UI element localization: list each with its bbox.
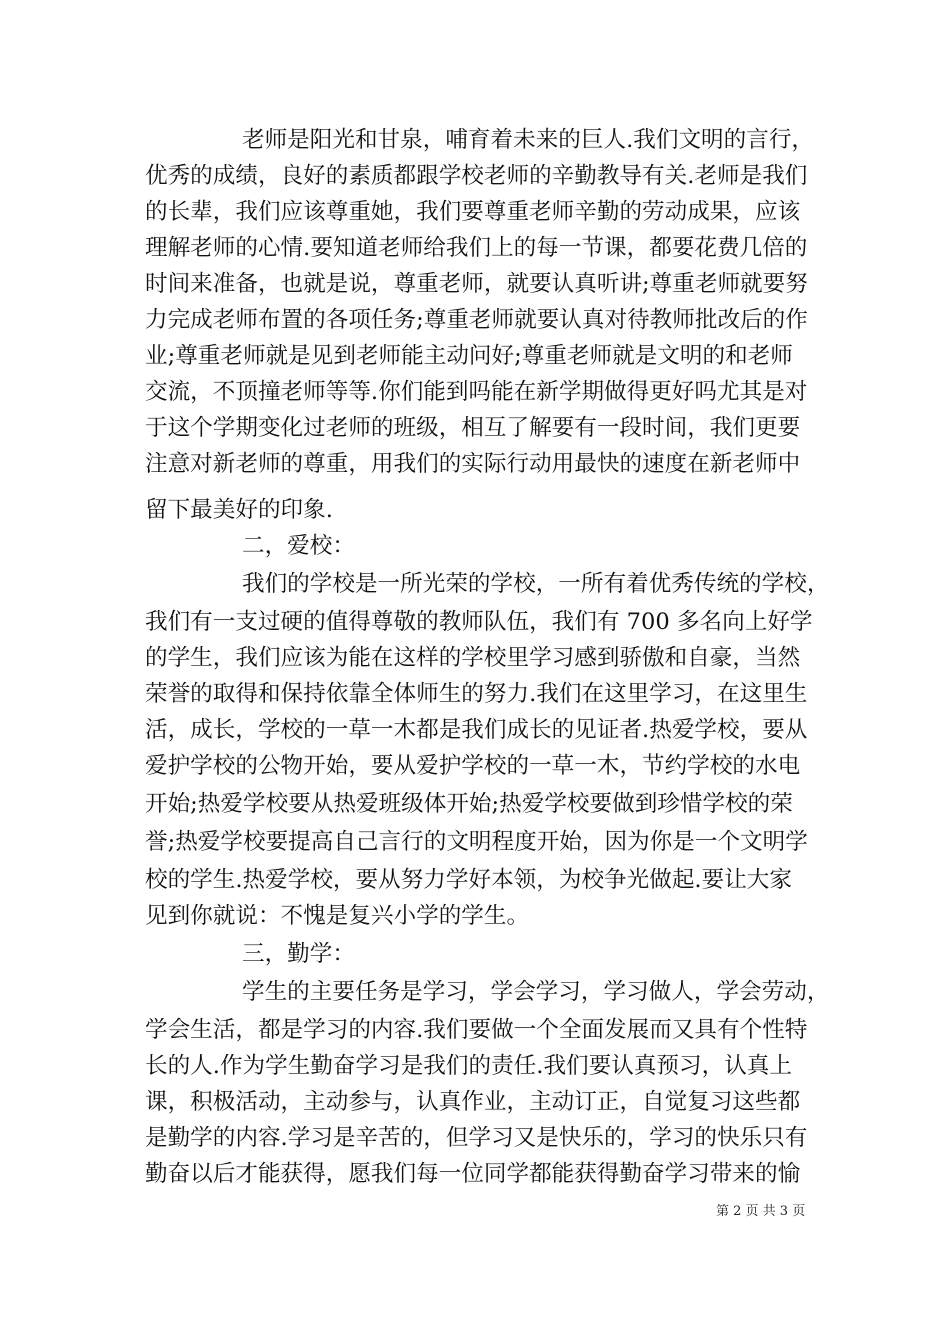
paragraph-line: 荣誉的取得和保持依靠全体师生的努力.我们在这里学习，在这里生 [145, 681, 808, 707]
paragraph-line: 爱护学校的公物开始，要从爱护学校的一草一木，节约学校的水电 [145, 753, 801, 779]
paragraph-line: 业;尊重老师就是见到老师能主动问好;尊重老师就是文明的和老师 [145, 343, 793, 369]
paragraph-line: 理解老师的心情.要知道老师给我们上的每一节课，都要花费几倍的 [145, 235, 808, 261]
paragraph-line: 誉;热爱学校要提高自己言行的文明程度开始，因为你是一个文明学 [145, 829, 808, 855]
paragraph-line: 校的学生.热爱学校，要从努力学好本领，为校争光做起.要让大家 [145, 867, 792, 893]
paragraph-line: 力完成老师布置的各项任务;尊重老师就要认真对待教师批改后的作 [145, 307, 808, 333]
paragraph-line: 学生的主要任务是学习，学会学习，学习做人，学会劳动， [242, 979, 830, 1005]
paragraph-line: 注意对新老师的尊重，用我们的实际行动用最快的速度在新老师中 [145, 451, 801, 477]
paragraph-line: 于这个学期变化过老师的班级，相互了解要有一段时间，我们更要 [145, 415, 801, 441]
paragraph-line: 的学生，我们应该为能在这样的学校里学习感到骄傲和自豪，当然 [145, 645, 801, 671]
paragraph-line: 见到你就说：不愧是复兴小学的学生。 [145, 903, 530, 929]
paragraph-line: 学会生活，都是学习的内容.我们要做一个全面发展而又具有个性特 [145, 1017, 808, 1043]
paragraph-line: 开始;热爱学校要从热爱班级体开始;热爱学校要做到珍惜学校的荣 [145, 791, 793, 817]
paragraph-line: 课，积极活动，主动参与，认真作业，主动订正，自觉复习这些都 [145, 1089, 801, 1115]
paragraph-line: 留下最美好的印象. [145, 497, 333, 523]
paragraph-line: 的长辈，我们应该尊重她，我们要尊重老师辛勤的劳动成果，应该 [145, 199, 801, 225]
page-number-footer: 第 2 页 共 3 页 [716, 1204, 806, 1219]
paragraph-line: 勤奋以后才能获得，愿我们每一位同学都能获得勤奋学习带来的愉 [145, 1161, 801, 1187]
paragraph-line: 长的人.作为学生勤奋学习是我们的责任.我们要认真预习，认真上 [145, 1053, 792, 1079]
paragraph-line: 我们的学校是一所光荣的学校，一所有着优秀传统的学校， [242, 571, 830, 597]
paragraph-line: 交流，不顶撞老师等等.你们能到吗能在新学期做得更好吗尤其是对 [145, 379, 808, 405]
section-heading: 二，爱校： [242, 533, 355, 559]
paragraph-line: 老师是阳光和甘泉，哺育着未来的巨人.我们文明的言行， [242, 127, 815, 153]
paragraph-line: 时间来准备，也就是说，尊重老师，就要认真听讲;尊重老师就要努 [145, 271, 808, 297]
paragraph-line: 优秀的成绩，良好的素质都跟学校老师的辛勤教导有关.老师是我们 [145, 163, 808, 189]
paragraph-line: 是勤学的内容.学习是辛苦的，但学习又是快乐的，学习的快乐只有 [145, 1125, 808, 1151]
paragraph-line: 活，成长，学校的一草一木都是我们成长的见证者.热爱学校，要从 [145, 717, 808, 743]
paragraph-line: 我们有一支过硬的值得尊敬的教师队伍，我们有 700 多名向上好学 [145, 609, 813, 635]
section-heading: 三，勤学： [242, 941, 355, 967]
